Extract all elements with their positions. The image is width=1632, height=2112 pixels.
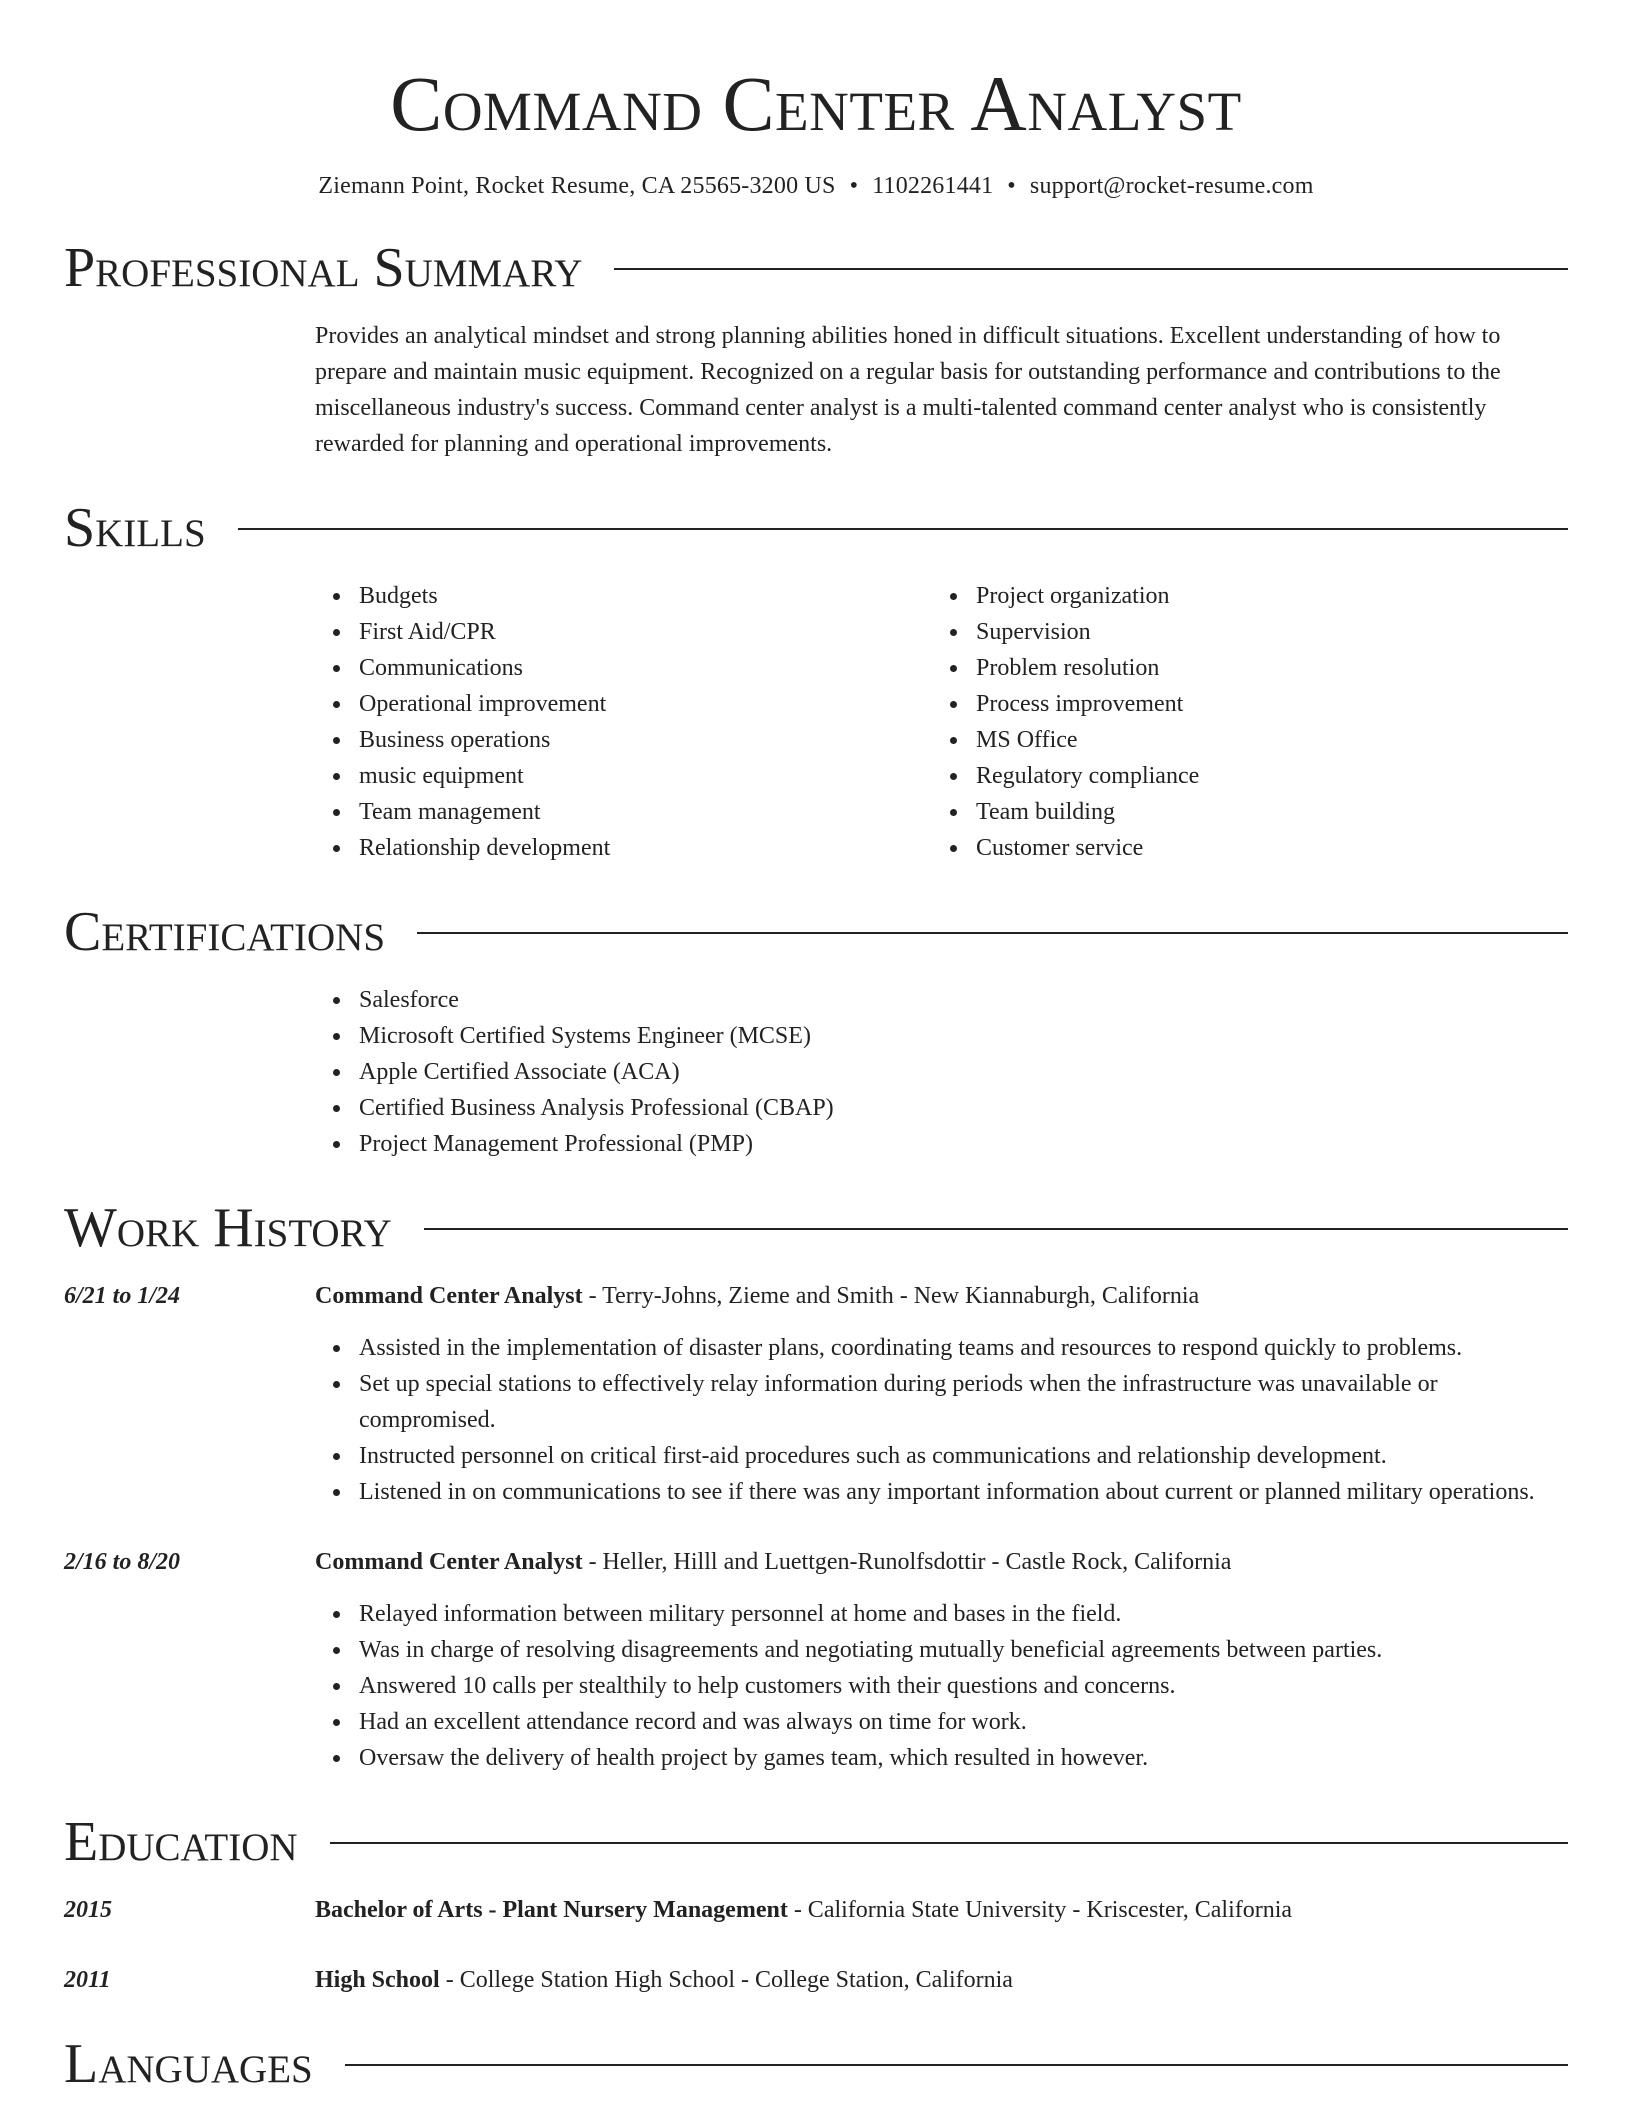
education-title: Education bbox=[64, 1811, 298, 1873]
section-divider bbox=[614, 268, 1568, 270]
work-bullet: Had an excellent attendance record and was always on time for work. bbox=[359, 1704, 1568, 1740]
section-divider bbox=[238, 528, 1568, 530]
work-employer: - Terry-Johns, Zieme and Smith - New Kiannaburgh, California bbox=[582, 1283, 1200, 1309]
skill-item: Regulatory compliance bbox=[976, 758, 1549, 794]
resume-name: Command Center Analyst bbox=[390, 60, 1242, 147]
work-role: Command Center Analyst bbox=[315, 1283, 583, 1309]
certifications-section-header bbox=[64, 902, 1568, 962]
skill-item: Project organization bbox=[976, 578, 1549, 614]
languages-title: Languages bbox=[64, 2033, 313, 2095]
skill-item: Team building bbox=[976, 794, 1549, 830]
skill-item: music equipment bbox=[359, 758, 932, 794]
contact-email: support@rocket-resume.com bbox=[1029, 173, 1314, 199]
skill-item: Operational improvement bbox=[359, 686, 932, 722]
work-role: Command Center Analyst bbox=[315, 1549, 583, 1575]
certification-item: Project Management Professional (PMP) bbox=[359, 1126, 1568, 1162]
education-entry bbox=[64, 1892, 1568, 1928]
certification-item: Certified Business Analysis Professional (CBAP) bbox=[359, 1090, 1568, 1126]
skill-item: Process improvement bbox=[976, 686, 1549, 722]
certification-item: Apple Certified Associate (ACA) bbox=[359, 1054, 1568, 1090]
work-heading bbox=[315, 1278, 1568, 1314]
work-dates: 6/21 to 1/24 bbox=[64, 1283, 181, 1309]
section-divider bbox=[345, 2064, 1568, 2066]
skill-item: Relationship development bbox=[359, 830, 932, 866]
work-heading bbox=[315, 1544, 1568, 1580]
education-year: 2015 bbox=[64, 1897, 112, 1923]
work-entry bbox=[64, 1278, 1568, 1510]
work-bullet: Listened in on communications to see if there was any important information about current or planned military operations. bbox=[359, 1474, 1568, 1510]
skill-item: Business operations bbox=[359, 722, 932, 758]
education-heading bbox=[315, 1962, 1568, 1998]
education-entry bbox=[64, 1962, 1568, 1998]
work-bullet: Was in charge of resolving disagreements and negotiating mutually beneficial agreements between parties. bbox=[359, 1632, 1568, 1668]
work-employer: - Heller, Hilll and Luettgen-Runolfsdottir - Castle Rock, California bbox=[582, 1549, 1232, 1575]
education-school: - California State University - Kriscester, California bbox=[787, 1897, 1293, 1923]
section-divider bbox=[330, 1842, 1568, 1844]
skill-item: Communications bbox=[359, 650, 932, 686]
summary-text: Provides an analytical mindset and strong planning abilities honed in difficult situations. Excellent understanding of how to prepare and maintain music equipment. Recognized on a regular basis for outstanding performance and contributions to the miscellaneous industry's success. Command center analyst is a multi-talented command center analyst who is consistently rewarded for planning and operational improvements. bbox=[315, 323, 1501, 457]
work-bullet: Oversaw the delivery of health project by games team, which resulted in however. bbox=[359, 1740, 1568, 1776]
education-degree: High School bbox=[315, 1967, 440, 1993]
work-bullet: Instructed personnel on critical first-aid procedures such as communications and relationship development. bbox=[359, 1438, 1568, 1474]
skill-item: Team management bbox=[359, 794, 932, 830]
skills-section bbox=[315, 578, 1568, 866]
education-degree: Bachelor of Arts - Plant Nursery Management bbox=[315, 1897, 788, 1923]
education-heading bbox=[315, 1892, 1568, 1928]
certifications-title: Certifications bbox=[64, 901, 386, 963]
education-school: - College Station High School - College Station, California bbox=[439, 1967, 1013, 1993]
work-title: Work History bbox=[64, 1197, 392, 1259]
contact-phone: 1102261441 bbox=[872, 173, 994, 199]
work-section-header bbox=[64, 1198, 1568, 1258]
skill-item: Budgets bbox=[359, 578, 932, 614]
work-bullet: Answered 10 calls per stealthily to help customers with their questions and concerns. bbox=[359, 1668, 1568, 1704]
contact-line bbox=[64, 170, 1568, 202]
contact-separator: • bbox=[1007, 173, 1016, 199]
skill-item: MS Office bbox=[976, 722, 1549, 758]
skill-item: Supervision bbox=[976, 614, 1549, 650]
resume-page bbox=[64, 0, 1568, 2094]
work-bullet: Relayed information between military personnel at home and bases in the field. bbox=[359, 1596, 1568, 1632]
certification-item: Microsoft Certified Systems Engineer (MCSE) bbox=[359, 1018, 1568, 1054]
section-divider bbox=[417, 932, 1568, 934]
skills-title: Skills bbox=[64, 497, 206, 559]
education-year: 2011 bbox=[64, 1967, 111, 1993]
certification-item: Salesforce bbox=[359, 982, 1568, 1018]
section-divider bbox=[424, 1228, 1568, 1230]
work-entry bbox=[64, 1544, 1568, 1776]
languages-section-header bbox=[64, 2034, 1568, 2094]
skill-item: Problem resolution bbox=[976, 650, 1549, 686]
skills-section-header bbox=[64, 498, 1568, 558]
summary-section bbox=[315, 318, 1568, 462]
work-bullet: Assisted in the implementation of disaster plans, coordinating teams and resources to respond quickly to problems. bbox=[359, 1330, 1568, 1366]
summary-section-header bbox=[64, 238, 1568, 298]
skills-column-right bbox=[932, 578, 1549, 866]
summary-title: Professional Summary bbox=[64, 237, 583, 299]
skill-item: First Aid/CPR bbox=[359, 614, 932, 650]
contact-address: Ziemann Point, Rocket Resume, CA 25565-3200 US bbox=[318, 173, 836, 199]
certifications-section bbox=[315, 982, 1568, 1162]
skills-column-left bbox=[315, 578, 932, 866]
work-dates: 2/16 to 8/20 bbox=[64, 1549, 181, 1575]
education-section-header bbox=[64, 1812, 1568, 1872]
contact-separator: • bbox=[849, 173, 859, 199]
work-bullet: Set up special stations to effectively relay information during periods when the infrastructure was unavailable or compromised. bbox=[359, 1366, 1568, 1438]
skill-item: Customer service bbox=[976, 830, 1549, 866]
